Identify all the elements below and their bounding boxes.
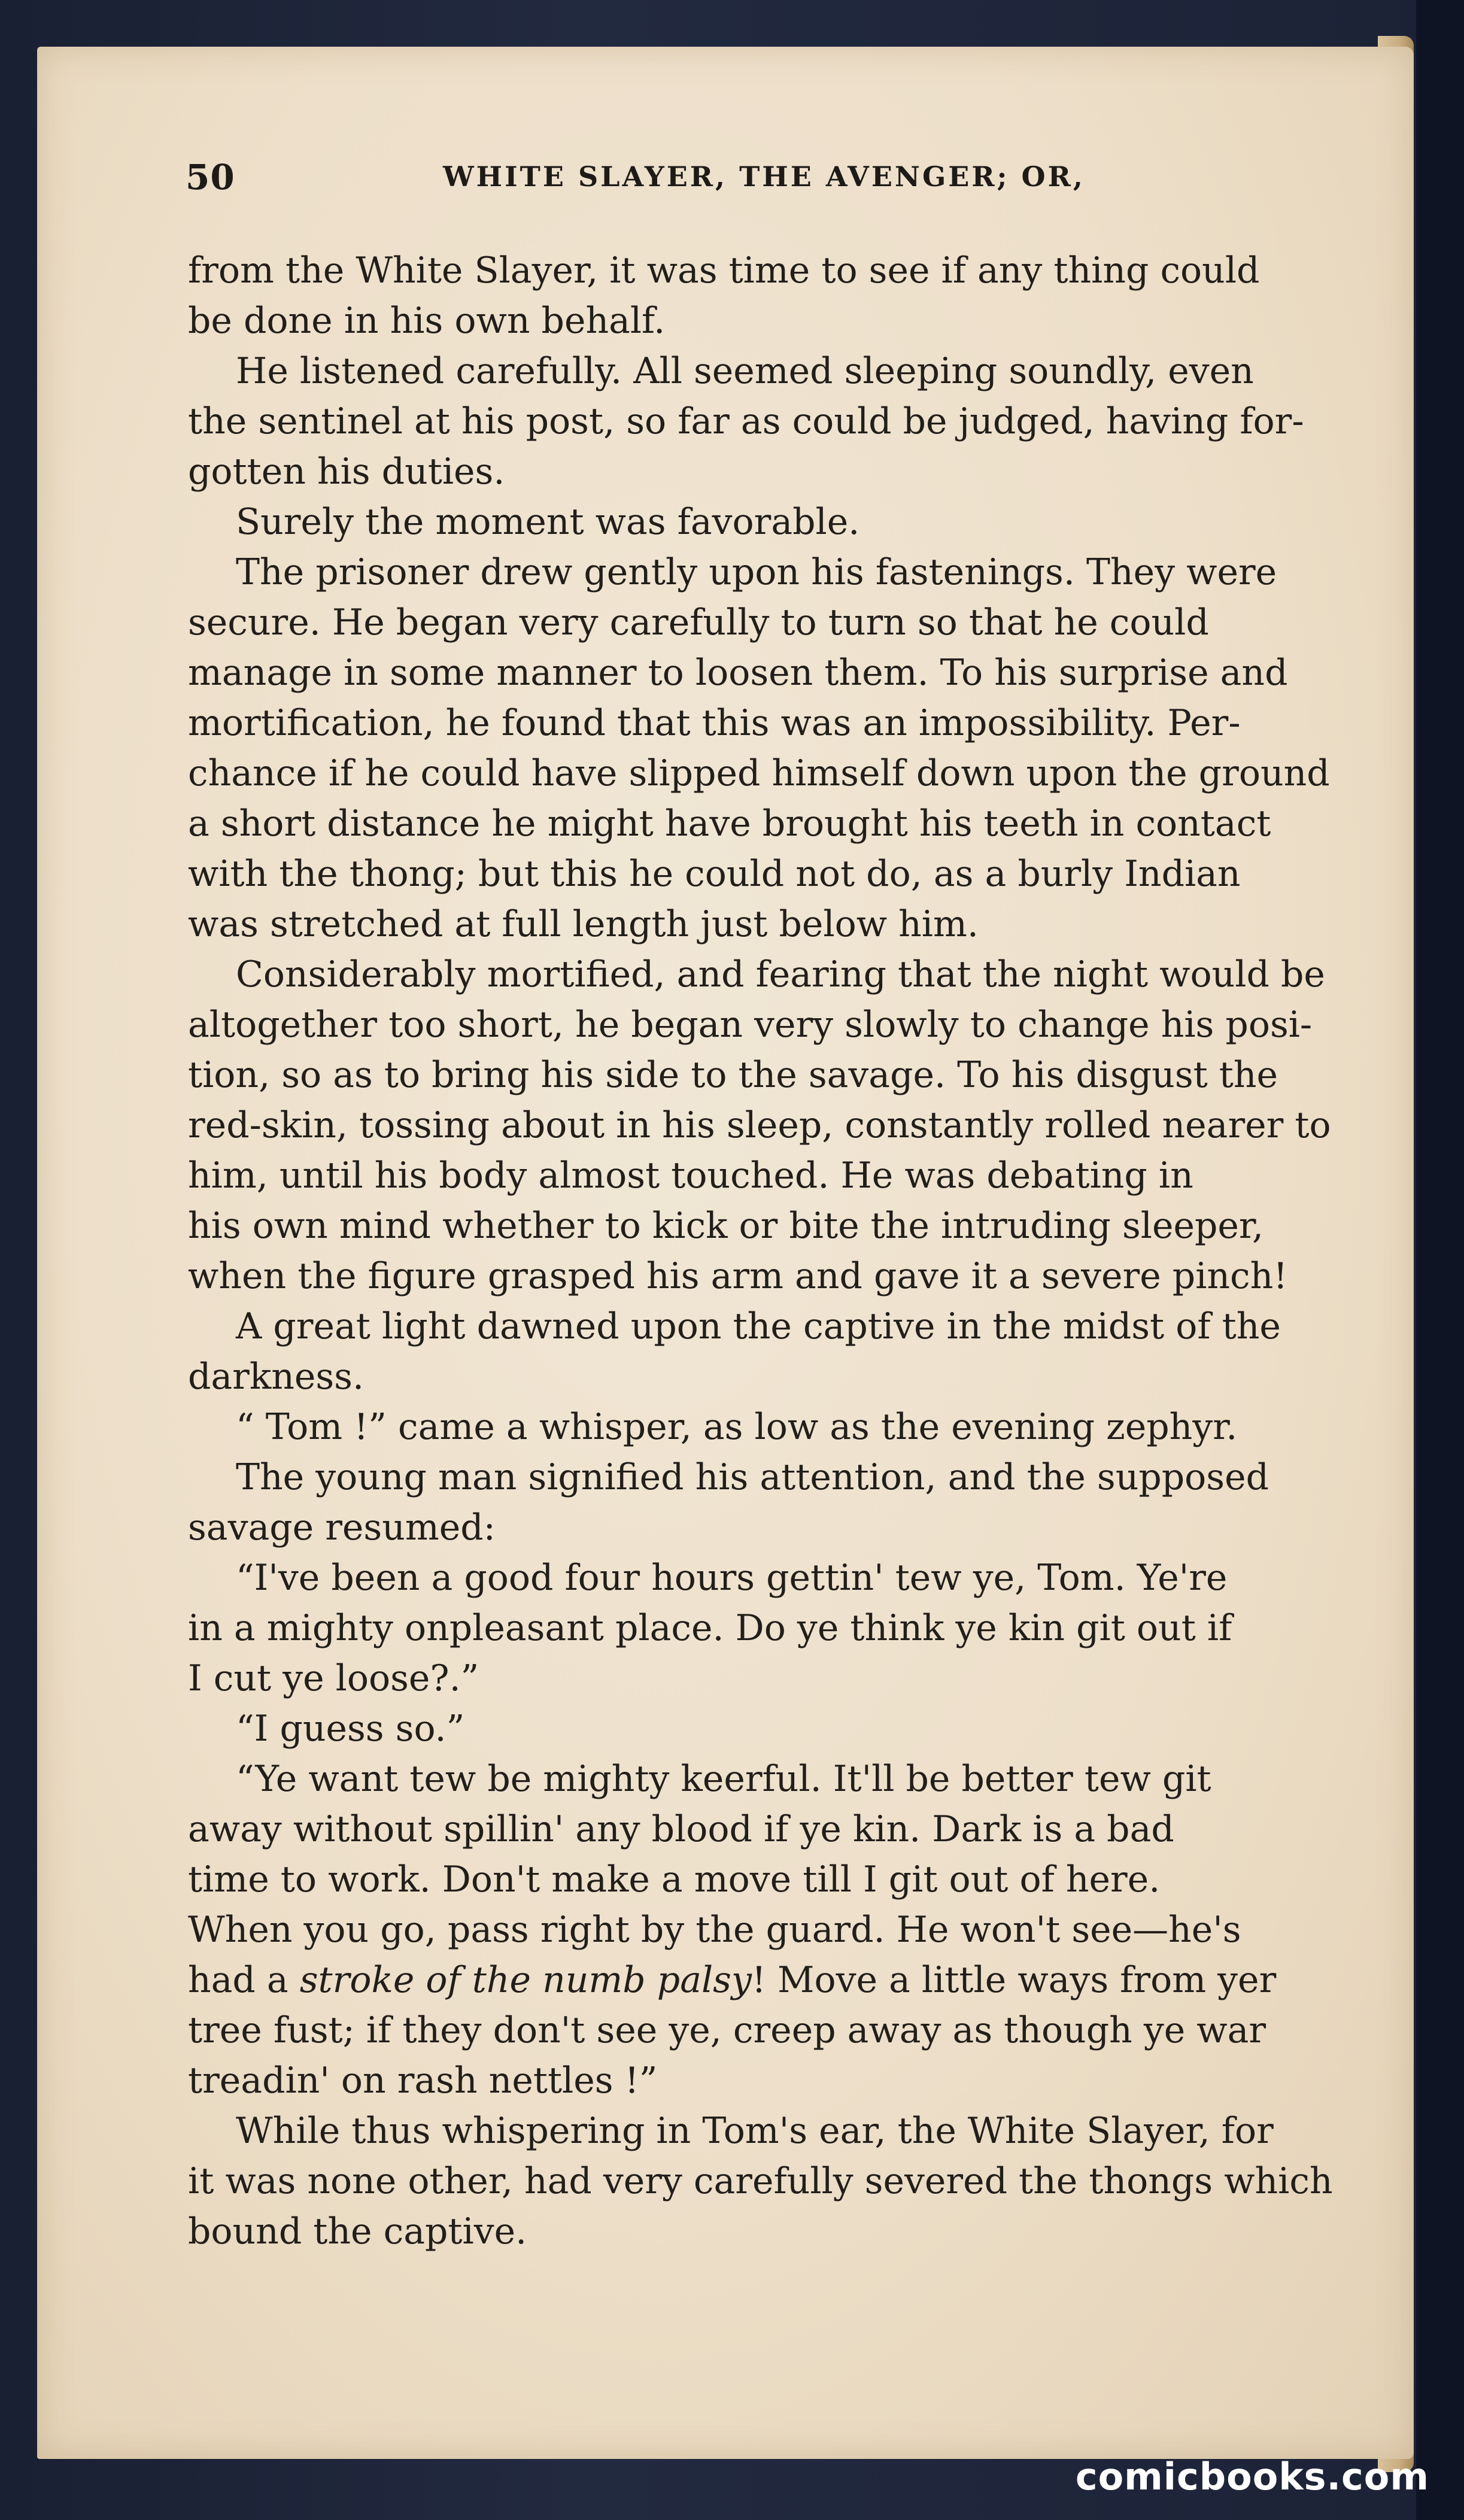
paragraph-3: Surely the moment was favorable. [236,501,860,543]
italic-phrase: stroke of the numb palsy [299,1959,752,2001]
paragraph-5: Considerably mortified, and fearing that the night would be altogether too short, he began very slowly to change his posi- tion, so as to bring his side to the savage. To his disgust the red-skin, tossing about in his sleep, constantly rolled nearer to him, until his body almost touched. He was debating in his own mind whether to kick or bite the intruding sleeper, when the figure grasped his arm and gave it a severe pinch! [188,954,1331,1297]
book-spine [1416,0,1464,2520]
running-head-title: WHITE SLAYER, THE AVENGER; OR, [443,160,1085,193]
paragraph-2: He listened carefully. All seemed sleeping soundly, even the sentinel at his post, so far as could be judged, having for- gotten his duties. [188,350,1304,493]
paragraph-6: A great light dawned upon the captive in the midst of the darkness. [188,1305,1281,1398]
paragraph-12: While thus whispering in Tom's ear, the White Slayer, for it was none other, had very carefully severed the thongs which bound the captive. [188,2110,1333,2252]
paragraph-11-start: “Ye want tew be mighty keerful. It'll be better tew git away without spillin' any blood if ye kin. Dark is a bad time to work. Don't make a move till I git out of here. When you go, pass right by the guard. He won't see—he's had a [188,1758,1241,2001]
paragraph-1: from the White Slayer, it was time to see if any thing could be done in his own behalf. [188,250,1260,342]
paragraph-11 [188,1754,1350,2106]
page-body-text [188,245,1350,2257]
page-number: 50 [186,157,235,198]
running-head [186,157,1353,205]
paragraph-8: The young man signified his attention, and the supposed savage resumed: [188,1456,1269,1549]
site-watermark: comicbooks.com [1075,2455,1429,2498]
paragraph-9: “I've been a good four hours gettin' tew ye, Tom. Ye're in a mighty onpleasant place. Do ye think ye kin git out if I cut ye loose?.” [188,1557,1232,1699]
paragraph-7: “ Tom !” came a whisper, as low as the evening zephyr. [236,1406,1238,1448]
paragraph-11-end: ! Move a little ways from yer tree fust; if they don't see ye, creep away as though ye war treadin' on rash nettles !” [188,1959,1277,2102]
paragraph-10: “I guess so.” [236,1708,465,1750]
paragraph-4: The prisoner drew gently upon his fastenings. They were secure. He began very carefully to turn so that he could manage in some manner to loosen them. To his surprise and mortification, he found that this was an impossibility. Per- chance if he could have slipped himself down upon the ground a short distance he might have brought his teeth in contact with the thong; but this he could not do, as a burly Indian was stretched at full length just below him. [188,551,1330,945]
